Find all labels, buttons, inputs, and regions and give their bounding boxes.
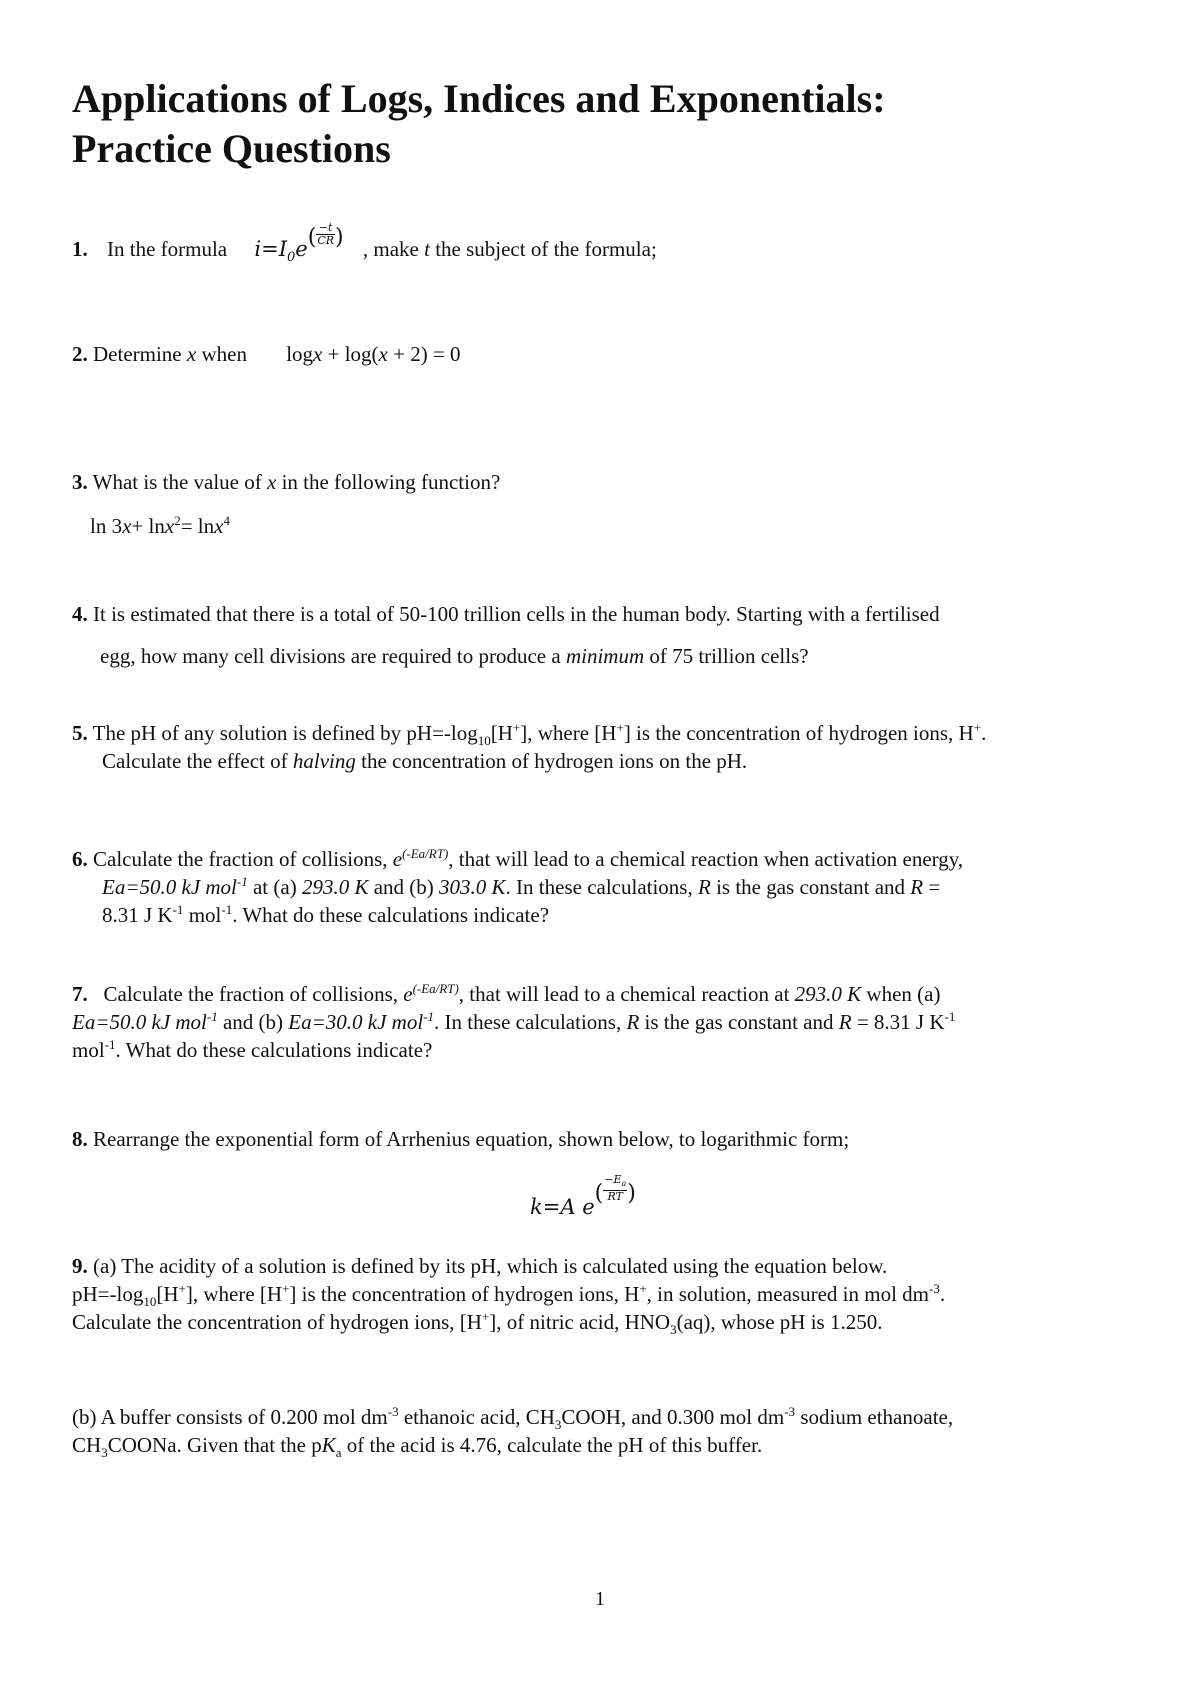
title-line-2: Practice Questions [72,126,391,171]
title-line-1: Applications of Logs, Indices and Exponentials: [72,76,886,121]
question-number: 4. [72,602,88,626]
question-number: 3. [72,470,88,494]
question-6: 6. Calculate the fraction of collisions, $e^{(-Ea/RT)}$, that will lead to a chemical reaction when activation energy, Ea=50.0 kJ mol$^{-1}$ at (a) 293.0 K and (b) 303.0 K. In these calculations, R is the gas constant and R = 8.31 J $K^{-1}$ mol$^{-1}$. What do these calculations indicate? [72,846,964,927]
question-2: 2. Determine x when logx + log(x + 2) = 0 [72,342,461,366]
question-number: 6. [72,847,88,871]
question-number: 2. [72,342,88,366]
question-9a: 9. (a) The acidity of a solution is defined by its pH, which is calculated using the equation below. $pH=-\log_{10}[H^+]$, where [H+] is the concentration of hydrogen ions, H+, in solution, measured in mol $dm^{-3}$. Calculate the concentration of hydrogen ions, [H+], of nitric acid, $HNO_3(aq)$, whose pH is 1.250. [72,1254,946,1337]
question-number: 8. [72,1127,88,1151]
page-title [72,74,1132,174]
question-1: 1. In the formula $i=I_0e$( $\frac{-t}{CR}$ ) , make t the subject of the formula; [72,221,657,265]
question-text: In the formula [107,237,228,261]
page-number: 1 [595,1588,605,1610]
arrhenius-formula: k=A e( $\frac{-E_a}{RT}$ ) [530,1173,636,1219]
formula-current-decay: $i=I_0e$( $\frac{-t}{CR}$ ) [254,221,344,265]
question-number: 5. [72,721,88,745]
question-8: 8. Rearrange the exponential form of Arrhenius equation, shown below, to logarithmic form; [72,1127,850,1151]
question-3: 3. What is the value of x in the following function? [72,470,501,494]
question-9b: (b) A buffer consists of 0.200 mol $dm^{-3}$ ethanoic acid, $CH_3COOH$, and 0.300 mol $dm^{-3}$ sodium ethanoate, $CH_3COONa$. Given that the $pK_a$ of the acid is 4.76, calculate the pH of this buffer. [72,1404,954,1460]
question-7: 7. Calculate the fraction of collisions, $e^{(-Ea/RT)}$, that will lead to a chemical reaction at 293.0 K when (a) Ea=50.0 kJ mol$^{-1}$ and (b) Ea=30.0 kJ mol$^{-1}$. In these calculations, R is the gas constant and R = 8.31 J $K^{-1}$ mol$^{-1}$. What do these calculations indicate? [72,981,956,1062]
question-number: 1. [72,237,88,261]
ln-equation: ln 3x+ lnx$^2$= lnx$^4$ [90,513,230,538]
question-number: 7. [72,982,88,1006]
log-equation: logx + log(x + 2) = 0 [286,342,461,366]
question-4: 4. It is estimated that there is a total of 50-100 trillion cells in the human body. Starting with a fertilised egg, how many cell divisions are required to produce a minimum of 75 trillion cells? [72,602,940,668]
question-number: 9. [72,1254,88,1278]
question-5: 5. The pH of any solution is defined by $pH=-\log_{10}[H^+]$, where [H+] is the concentration of hydrogen ions, H+. Calculate the effect of halving the concentration of hydrogen ions on the pH. [72,720,987,773]
